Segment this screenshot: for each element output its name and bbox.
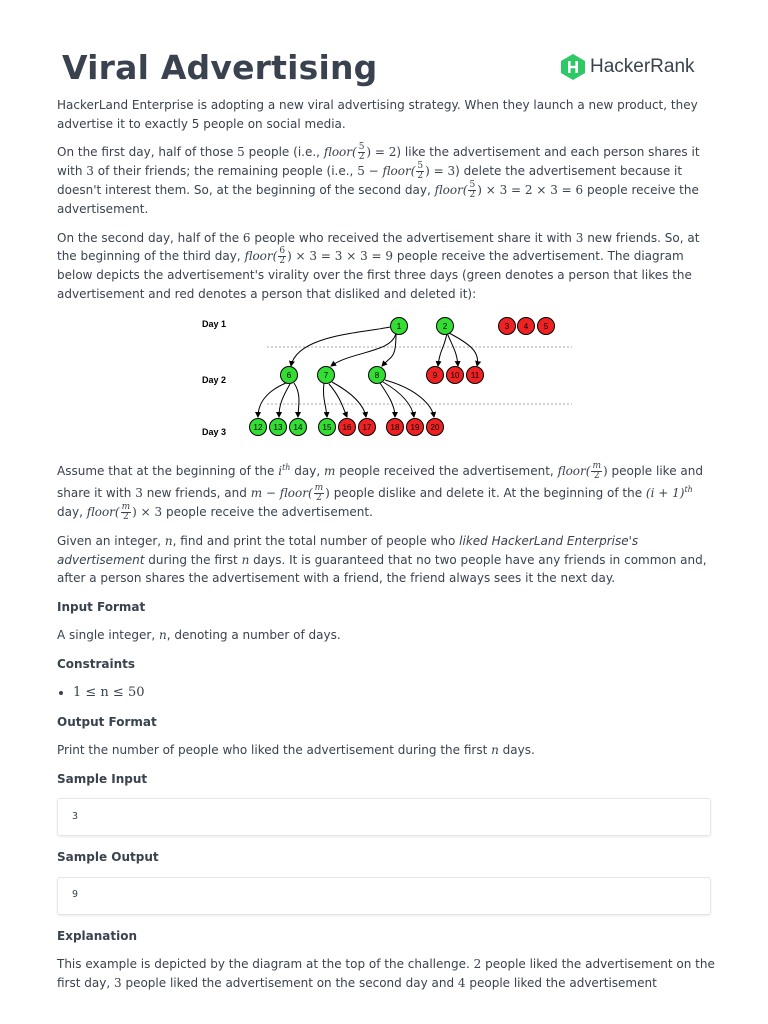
fraction: $\frac{m}{2}$: [314, 483, 324, 503]
fraction: $\frac{5}{2}$: [358, 142, 365, 162]
svg-text:15: 15: [322, 423, 332, 432]
fraction: $\frac{5}{2}$: [469, 180, 476, 200]
svg-text:10: 10: [450, 371, 460, 380]
fraction: $\frac{6}{2}$: [279, 246, 286, 266]
explanation-text: This example is depicted by the diagram at the top of the challenge. 2 people liked the advertisement on the first day, 3 people liked the advertisement on the second day and 4 people liked the advertisement: [57, 957, 715, 990]
node-18: [387, 419, 404, 436]
page-title: Viral Advertising: [62, 48, 378, 87]
sample-input-box[interactable]: 3: [57, 798, 711, 836]
node-12: [250, 419, 267, 436]
node-20: [427, 419, 444, 436]
node-4: [518, 318, 535, 335]
node-14: [290, 419, 307, 436]
node-6: [281, 367, 298, 384]
diagram-nodes: [250, 318, 555, 436]
constraints-heading: Constraints: [57, 656, 136, 671]
svg-text:2: 2: [442, 322, 448, 331]
node-19: [407, 419, 424, 436]
fraction: $\frac{m}{2}$: [121, 502, 131, 522]
svg-text:6: 6: [286, 371, 292, 380]
task-paragraph: Given an integer, n, find and print the total number of people who liked HackerLand Enterprise's advertisement during the first n days. It is guaranteed that no two people have any friends in common and, after a person shares the advertisement with a friend, the friend always sees it the next day.: [57, 534, 707, 585]
svg-text:1: 1: [396, 322, 402, 331]
output-format-text: Print the number of people who liked the advertisement during the first n days.: [57, 743, 535, 757]
svg-text:12: 12: [253, 423, 263, 432]
input-format-text: A single integer, n, denoting a number of days.: [57, 628, 341, 642]
node-10: [447, 367, 464, 384]
fraction: $\frac{m}{2}$: [592, 461, 601, 481]
svg-text:11: 11: [470, 371, 480, 380]
svg-text:3: 3: [504, 322, 510, 331]
svg-text:19: 19: [410, 423, 420, 432]
node-8: [369, 367, 386, 384]
node-17: [359, 419, 376, 436]
sample-output-box[interactable]: 9: [57, 877, 711, 915]
day-2-label: Day 2: [202, 375, 227, 385]
svg-text:14: 14: [293, 423, 303, 432]
svg-text:8: 8: [374, 371, 380, 380]
node-2: [437, 318, 454, 335]
hackerrank-logo[interactable]: [560, 53, 695, 81]
virality-diagram: [192, 313, 572, 453]
hackerrank-hex-icon: [560, 53, 586, 81]
second-day-paragraph: On the second day, half of the 6 people who received the advertisement share it with 3 new friends. So, at the beginning of the third day, floor( $\frac{6}{2}$ ) × 3 = 3 × 3 = 9 people receive the advertisement. The diagram below depicts the advertisement's virality over the first three days (green denotes a person that likes the advertisement and red denotes a person that disliked and deleted it):: [57, 230, 700, 301]
sample-output-heading: Sample Output: [57, 850, 159, 864]
constraints-list: [57, 683, 717, 703]
problem-statement: [57, 96, 717, 1002]
svg-text:9: 9: [432, 371, 438, 380]
node-13: [270, 419, 287, 436]
svg-text:5: 5: [543, 322, 549, 331]
svg-text:17: 17: [362, 423, 372, 432]
svg-text:13: 13: [273, 423, 283, 432]
explanation-heading: Explanation: [57, 928, 138, 943]
node-3: [499, 318, 516, 335]
intro-paragraph: HackerLand Enterprise is adopting a new viral advertising strategy. When they launch a new product, they advertise it to exactly 5 people on social media.: [57, 98, 698, 131]
svg-text:16: 16: [342, 423, 352, 432]
node-11: [467, 367, 484, 384]
node-9: [427, 367, 444, 384]
svg-text:20: 20: [430, 423, 440, 432]
node-15: [319, 419, 336, 436]
first-day-paragraph: On the first day, half of those 5 people (i.e., floor( $\frac{5}{2}$ ) = 2) like the advertisement and each person shares it with 3 of their friends; the remaining people (i.e., 5 − floor( $\frac{5}{2}$ ) = 3) delete the advertisement because it doesn't interest them. So, at the beginning of the second day, floor( $\frac{5}{2}$ ) × 3 = 2 × 3 = 6 people receive the advertisement.: [57, 142, 700, 216]
node-7: [318, 367, 335, 384]
fraction: $\frac{5}{2}$: [417, 161, 424, 181]
svg-text:4: 4: [523, 322, 529, 331]
node-5: [538, 318, 555, 335]
input-format-heading: Input Format: [57, 599, 146, 614]
sample-input-heading: Sample Input: [57, 771, 148, 786]
brand-name: HackerRank: [590, 56, 695, 77]
svg-text:18: 18: [390, 423, 400, 432]
day-3-label: Day 3: [202, 427, 227, 437]
output-format-heading: Output Format: [57, 714, 157, 729]
day-1-label: Day 1: [202, 319, 227, 329]
node-1: [391, 318, 408, 335]
node-16: [339, 419, 356, 436]
svg-text:7: 7: [323, 371, 329, 380]
general-rule-paragraph: Assume that at the beginning of the $i^{th}$ day, m people received the advertisement, floor( $\frac{m}{2}$ ) people like and share it with 3 new friends, and m − floor( $\frac{m}{2}$ ) people dislike and delete it. At the beginning of the $(i + 1)^{th}$ day, floor( $\frac{m}{2}$ ) × 3 people receive the advertisement.: [57, 461, 703, 522]
constraint-item: • 1 ≤ n ≤ 50: [73, 683, 717, 703]
